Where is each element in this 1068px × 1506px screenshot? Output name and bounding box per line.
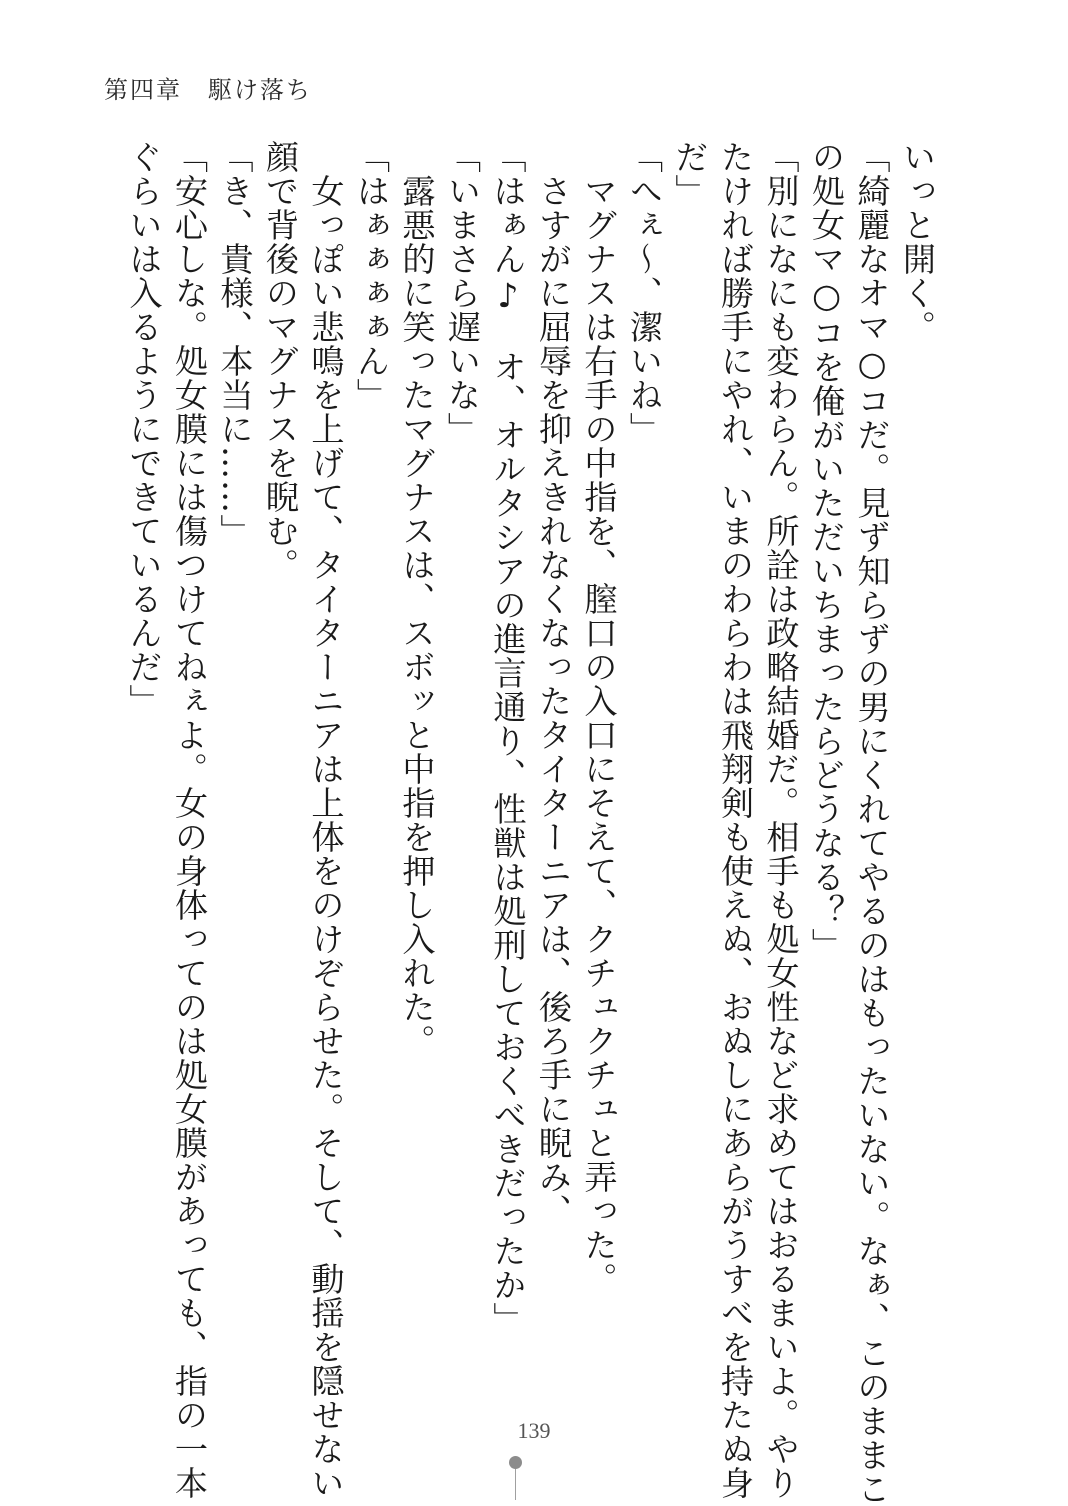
text-line: 露悪的に笑ったマグナスは、スボッと中指を押し入れた。 (397, 140, 437, 1058)
text-line: 顔で背後のマグナスを睨む。 (261, 140, 300, 582)
text-line: 「き、貴様、本当に……」 (215, 140, 255, 548)
text-line: 「はぁぁぁぁん」 (352, 140, 391, 412)
text-line: 「はぁん♪ オ、オルタシアの進言通り、性獣は処刑しておくべきだったか」 (488, 140, 528, 1336)
text-line: 「別になにも変わらん。所詮は政略結婚だ。相手も処女性など求めてはおるまいよ。やり (761, 140, 801, 1500)
text-line: 「綺麗なオマ○コだ。見ず知らずの男にくれてやるのはもったいない。なぁ、このままこ (852, 140, 892, 1506)
text-line: ぐらいは入るようにできているんだ」 (124, 140, 164, 718)
text-line: 「安心しな。処女膜には傷つけてねぇよ。女の身体ってのは処女膜があっても、指の一本 (170, 140, 209, 1500)
text-line: の処女マ○コを俺がいただいちまったらどうなる？」 (807, 140, 846, 962)
text-line: たければ勝手にやれ、いまのわらわは飛翔剣も使えぬ、おぬしにあらがうすべを持たぬ身 (716, 140, 755, 1500)
text-line: 女っぽい悲鳴を上げて、タイターニアは上体をのけぞらせた。そして、動揺を隠せない (306, 140, 346, 1500)
page-thumb-dot (509, 1456, 522, 1469)
text-line: マグナスは右手の中指を、膣口の入口にそえて、クチュクチュと弄った。 (579, 140, 619, 1296)
page-number: 139 (517, 1418, 551, 1443)
text-line: 「へぇ～、潔いね」 (625, 140, 664, 446)
running-header: 第四章 駆け落ち (104, 76, 312, 104)
text-line: さすがに屈辱を抑えきれなくなったタイターニアは、後ろ手に睨み、 (534, 140, 573, 1228)
text-line: 「いまさら遅いな」 (443, 140, 482, 446)
text-line: だ」 (670, 140, 710, 208)
text-line: いっと開く。 (898, 140, 937, 344)
